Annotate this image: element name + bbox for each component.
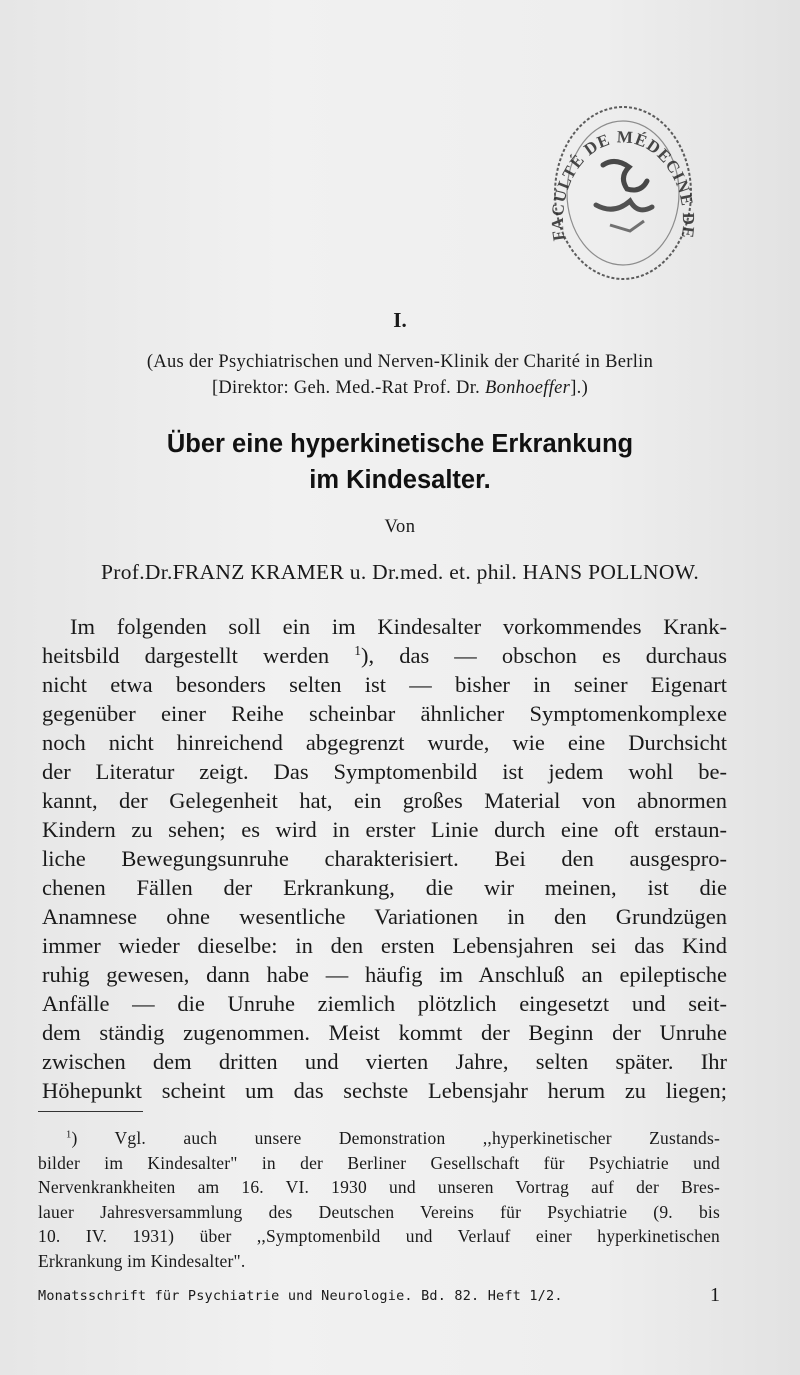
byline-von: Von — [384, 517, 416, 537]
author-names: Prof.Dr.FRANZ KRAMER u. Dr.med. et. phil. HANS POLLNOW. — [100, 560, 699, 584]
svg-text:FACULTÉ DE MÉDECINE DE PARIS — [548, 95, 698, 246]
institute-line-2 — [0, 375, 800, 401]
footnote-line: Nervenkrankheiten am 16. VI. 1930 und unseren Vortrag auf der Bres- — [38, 1177, 720, 1197]
body-line: Höhepunkt scheint um das sechste Lebensjahr herum zu liegen; — [42, 1078, 727, 1103]
body-line: Anfälle — die Unruhe ziemlich plötzlich eingesetzt und seit- — [42, 991, 727, 1016]
page-number: 1 — [710, 1284, 720, 1306]
body-line: ruhig gewesen, dann habe — häufig im Anschluß an epileptische — [42, 962, 727, 987]
director-name: Bonhoeffer — [484, 378, 571, 398]
body-line: immer wieder dieselbe: in den ersten Lebensjahren sei das Kind — [42, 933, 727, 958]
body-line: Im folgenden soll ein im Kindesalter vorkommendes Krank- — [70, 614, 727, 639]
body-line: der Literatur zeigt. Das Symptomenbild ist jedem wohl be- — [42, 759, 727, 784]
body-paragraph — [42, 612, 727, 1105]
body-line: Anamnese ohne wesentliche Variationen in den Grundzügen — [42, 904, 727, 929]
journal-reference: Monatsschrift für Psychiatrie und Neurologie. Bd. 82. Heft 1/2. — [38, 1288, 563, 1304]
body-line: zwischen dem dritten und vierten Jahre, selten später. Ihr — [42, 1049, 727, 1074]
body-line — [42, 641, 727, 670]
title-line-2: im Kindesalter. — [309, 466, 491, 494]
stamp-text: FACULTÉ DE MÉDECINE DE — [548, 127, 698, 243]
body-line: kannt, der Gelegenheit hat, ein großes Material von abnormen — [42, 788, 727, 813]
footnote-reference: 1 — [354, 642, 362, 658]
library-stamp — [548, 95, 698, 285]
body-line: liche Bewegungsunruhe charakterisiert. Bei den ausgespro- — [42, 846, 727, 871]
article-title — [0, 426, 800, 498]
footnote — [38, 1126, 720, 1273]
body-line: chenen Fällen der Erkrankung, die wir meinen, ist die — [42, 875, 727, 900]
footnote-line: Erkrankung im Kindesalter". — [38, 1250, 246, 1271]
footnote-divider — [38, 1111, 143, 1112]
director-prefix: [Direktor: Geh. Med.-Rat Prof. Dr. — [211, 378, 485, 398]
institute-affiliation — [0, 349, 800, 401]
body-line-part: ), das — obschon es durchaus — [361, 643, 727, 668]
footnote-line-text: ) Vgl. auch unsere Demonstration ,,hyperkinetischer Zustands- — [71, 1128, 720, 1148]
body-line-part: heitsbild dargestellt werden — [42, 643, 330, 668]
institute-line-1: (Aus der Psychiatrischen und Nerven-Klinik der Charité in Berlin — [146, 352, 654, 372]
footnote-marker: 1 — [66, 1129, 72, 1141]
section-number: I. — [393, 308, 407, 332]
footnote-line: lauer Jahresversammlung des Deutschen Vereins für Psychiatrie (9. bis — [38, 1201, 720, 1222]
body-line: dem ständig zugenommen. Meist kommt der Beginn der Unruhe — [42, 1020, 727, 1045]
footnote-line — [38, 1126, 720, 1151]
body-line: nicht etwa besonders selten ist — bisher in seiner Eigenart — [42, 672, 727, 697]
body-line: Kindern zu sehen; es wird in erster Linie durch eine oft erstaun- — [42, 817, 727, 842]
title-line-1: Über eine hyperkinetische Erkrankung — [166, 430, 634, 458]
body-line: gegenüber einer Reihe scheinbar ähnlicher Symptomenkomplexe — [42, 701, 727, 726]
footnote-line: bilder im Kindesalter" in der Berliner Gesellschaft für Psychiatrie und — [38, 1152, 720, 1173]
body-line: noch nicht hinreichend abgegrenzt wurde, wie eine Durchsicht — [42, 730, 727, 755]
director-suffix: ].) — [570, 378, 589, 398]
footnote-line: 10. IV. 1931) über ,,Symptomenbild und Verlauf einer hyperkinetischen — [38, 1226, 720, 1246]
